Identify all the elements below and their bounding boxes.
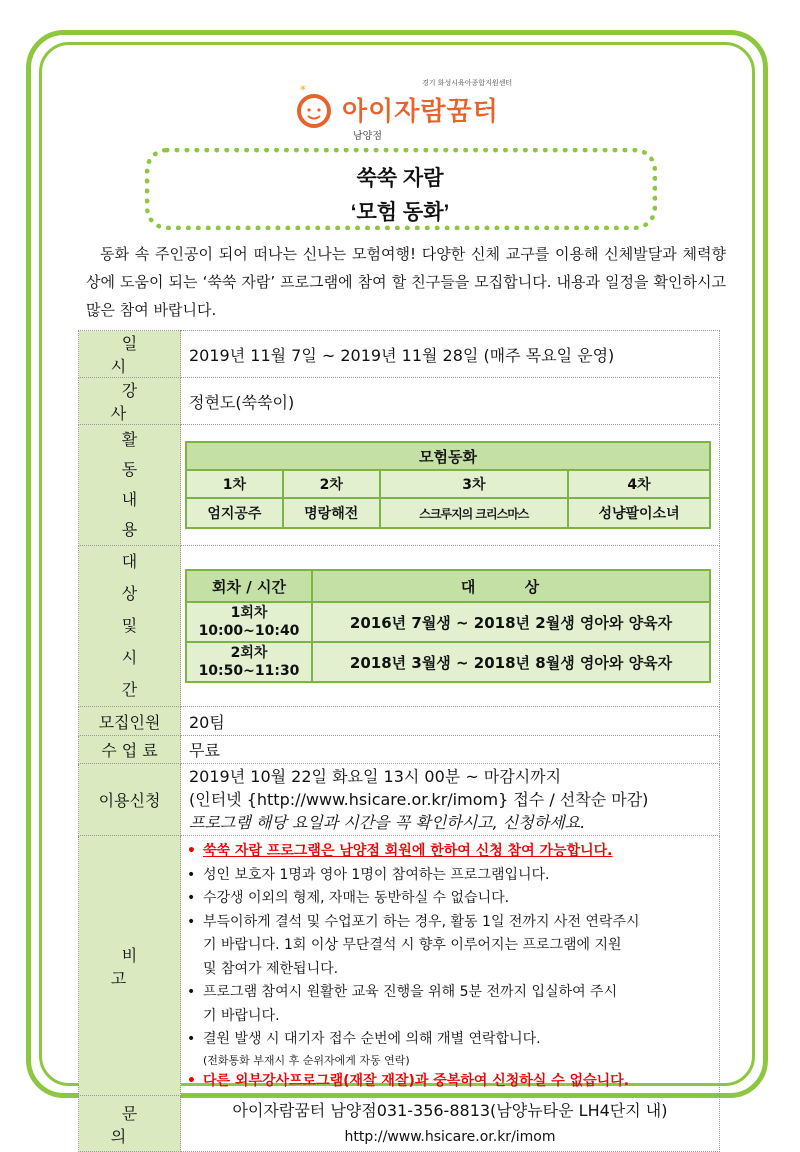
branch-name: 남양점 (353, 131, 382, 142)
note-waitlist-sub: (전화통화 부재시 후 순위자에게 자동 연락) (203, 1053, 410, 1067)
target-table (185, 569, 711, 683)
fee-value: 무료 (181, 736, 720, 764)
note-member-only: • 쑥쑥 자람 프로그램은 남양점 회원에 한하여 신청 참여 가능합니다. (187, 843, 613, 859)
teacher-label: 강 사 (79, 378, 181, 425)
activity-label: 활 동 내 용 (79, 425, 181, 546)
activity-header: 모험동화 (186, 442, 710, 470)
target-header: 대 상 (312, 570, 710, 602)
contact-url[interactable]: http://www.hsicare.or.kr/imom (344, 1128, 556, 1145)
target-label: 대 상 및 시 간 (79, 546, 181, 707)
note-arrival: • 프로그램 참여시 원활한 교육 진행을 위해 5분 전까지 입실하여 주시 (187, 984, 618, 1000)
story-1: 엄지공주 (186, 498, 283, 528)
logo (290, 75, 530, 145)
note-waitlist: • 결원 발생 시 대기자 접수 순번에 의해 개별 연락합니다. (187, 1031, 541, 1047)
date-label: 일 시 (79, 331, 181, 378)
child-face-icon (294, 85, 334, 129)
capacity-label: 모집인원 (79, 707, 181, 736)
center-name: 경기 화성시육아종합지원센터 (422, 79, 513, 87)
session-2: 2차 (283, 470, 380, 498)
date-value: 2019년 11월 7일 ~ 2019년 11월 28일 (매주 목요일 운영) (181, 331, 720, 378)
target-cell (181, 546, 720, 707)
story-2: 명랑해전 (283, 498, 380, 528)
apply-period: 2019년 10월 22일 화요일 13시 00분 ~ 마감시까지 (189, 767, 562, 786)
activity-table (185, 441, 711, 529)
note-absence-2: 기 바랍니다. 1회 이상 무단결석 시 향후 이루어지는 프로그램에 지원 (203, 937, 622, 953)
note-siblings: • 수강생 이외의 형제, 자매는 동반하실 수 없습니다. (187, 890, 510, 906)
intro-text: 동화 속 주인공이 되어 떠나는 신나는 모험여행! 다양한 신체 교구를 이용해 신체발달과 체력향상에 도움이 되는 ‘쑥쑥 자람’ 프로그램에 참여 할 친구들을 모집합니다. 내용과 일정을 확인하시고 많은 참여 바랍니다. (86, 245, 726, 319)
note-absence: • 부득이하게 결석 및 수업포기 하는 경우, 활동 1일 전까지 사전 연락주시 (187, 913, 640, 930)
note-absence-3: 및 참여가 제한됩니다. (203, 960, 339, 977)
story-3: 스크루지의 크리스마스 (380, 498, 568, 528)
contact-phone: 아이자람꿈터 남양점031-356-8813(남양뉴타운 LH4단지 내) (232, 1100, 668, 1120)
story-4: 성냥팔이소녀 (568, 498, 710, 528)
capacity-value: 20팀 (181, 707, 720, 736)
note-arrival-2: 기 바랍니다. (203, 1007, 280, 1024)
notes-cell (181, 836, 720, 1096)
slot-2-round: 2회차 10:50~11:30 (186, 642, 312, 682)
apply-label: 이용신청 (79, 764, 181, 836)
teacher-value: 정현도(쑥쑥이) (181, 378, 720, 425)
slot-1-target: 2016년 7월생 ~ 2018년 2월생 영아와 양육자 (312, 602, 710, 642)
session-1: 1차 (186, 470, 283, 498)
session-4: 4차 (568, 470, 710, 498)
activity-cell (181, 425, 720, 546)
contact-cell (181, 1096, 720, 1152)
contact-label: 문 의 (79, 1096, 181, 1152)
round-time-header: 회차 / 시간 (186, 570, 312, 602)
apply-value (181, 764, 720, 836)
notes-label: 비 고 (79, 836, 181, 1096)
program-table (78, 330, 720, 1152)
title-line-2: ‘모험 동화’ (350, 201, 450, 224)
slot-2-target: 2018년 3월생 ~ 2018년 8월생 영아와 양육자 (312, 642, 710, 682)
apply-reminder: 프로그램 해당 요일과 시간을 꼭 확인하시고, 신청하세요. (189, 813, 586, 832)
fee-label: 수 업 료 (79, 736, 181, 764)
logo-text: 아이자람꿈터 (342, 97, 499, 127)
svg-text:*: * (300, 85, 306, 97)
slot-1-round: 1회차 10:00~10:40 (186, 602, 312, 642)
title-line-1: 쑥쑥 자람 (356, 167, 444, 190)
session-3: 3차 (380, 470, 568, 498)
note-duplicate: • 다른 외부강사프로그램(재잘 재잘)과 중복하여 신청하실 수 없습니다. (187, 1072, 630, 1089)
note-participants: • 성인 보호자 1명과 영아 1명이 참여하는 프로그램입니다. (187, 866, 550, 883)
apply-method: (인터넷 {http://www.hsicare.or.kr/imom} 접수 / 선착순 마감) (189, 790, 649, 809)
